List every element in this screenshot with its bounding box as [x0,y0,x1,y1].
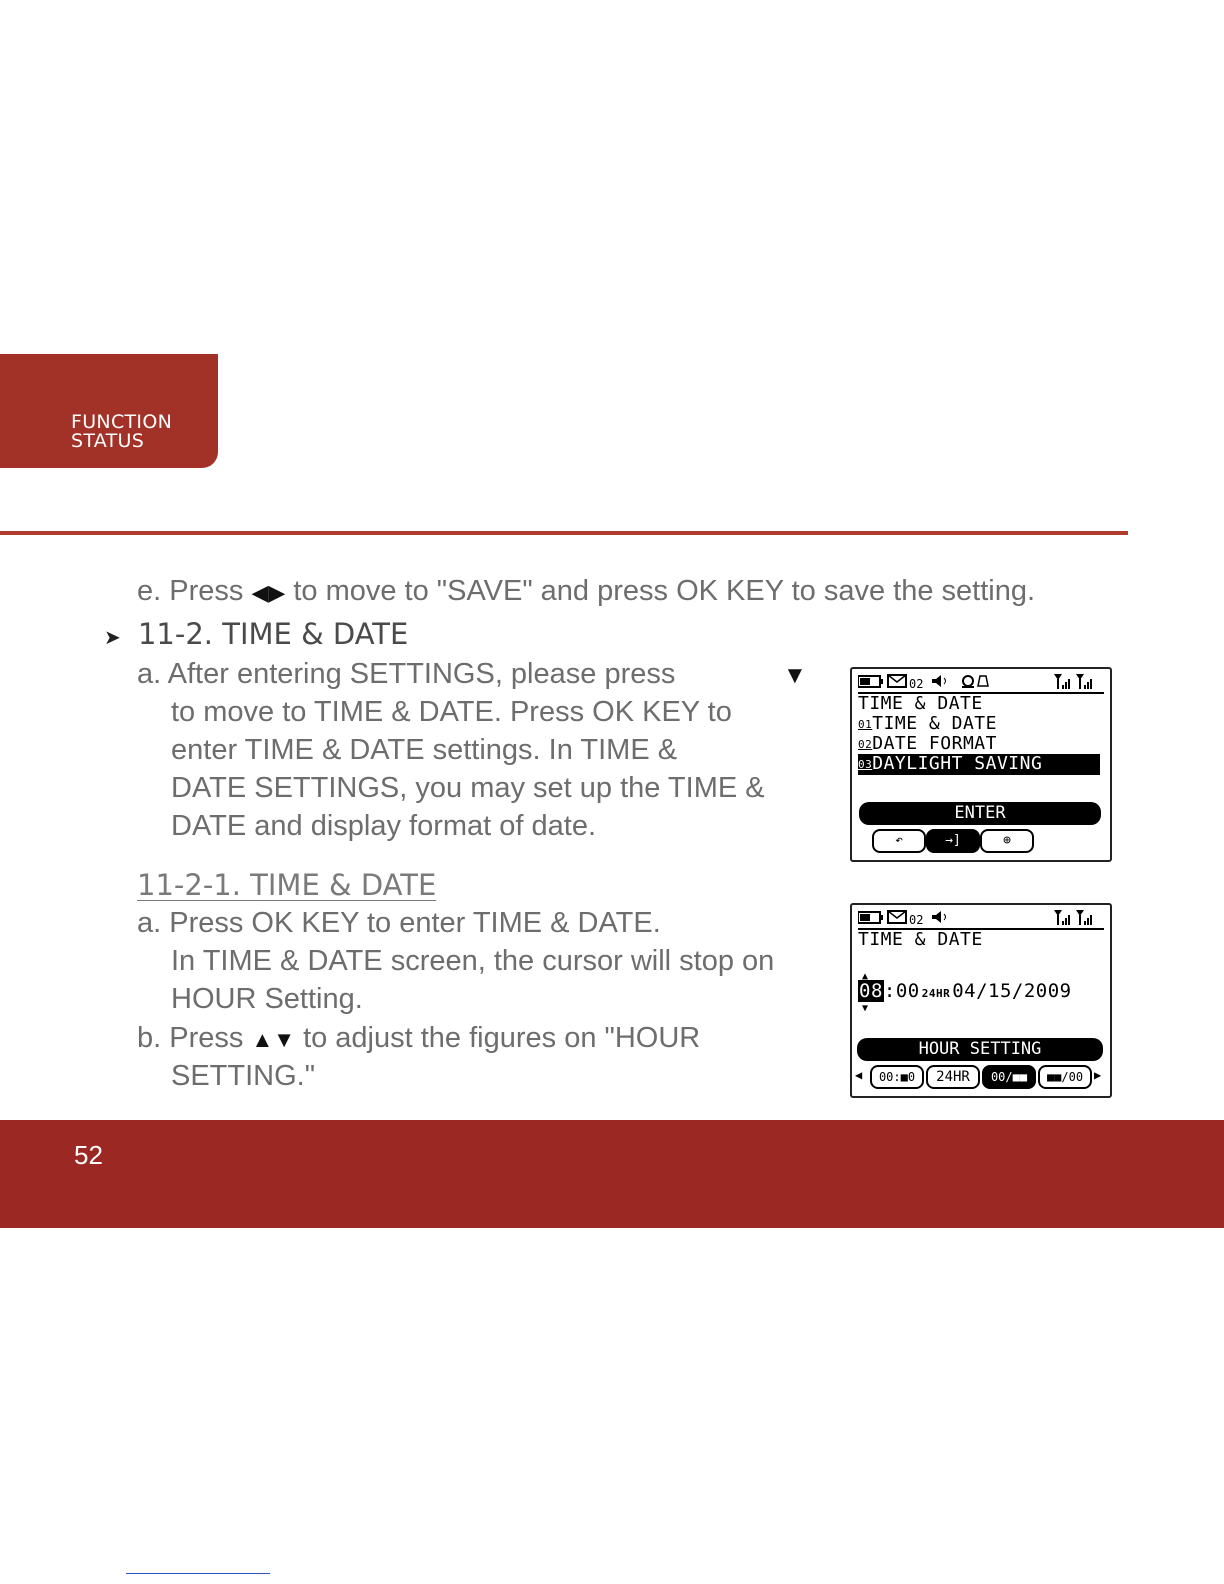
device-screen-menu [850,667,1112,862]
minutes-format-button[interactable]: 00:■0 [870,1065,924,1089]
sub-a-line1: a. Press OK KEY to enter TIME & DATE. [137,907,661,939]
sub-b-line2: SETTING." [171,1060,316,1092]
footer-bar [0,1120,1224,1228]
up-arrow-icon: ▲ [862,971,869,982]
date-field: 04/15/2009 [952,980,1072,1002]
scroll-left-icon[interactable]: ◀ [855,1068,863,1082]
section-tab-label: FUNCTION STATUS [71,411,173,452]
msg-count: 02 [909,677,924,690]
sub-a-line3: HOUR Setting. [171,983,363,1015]
signal-icon [1054,910,1092,925]
back-button[interactable]: ↶ [872,829,926,853]
down-arrow-icon: ▼ [783,662,807,689]
sub-a-line2: In TIME & DATE screen, the cursor will stop on [171,945,775,977]
hour-setting-bar: HOUR SETTING [857,1038,1103,1061]
status-icons [858,672,1104,690]
battery-icon [858,676,883,687]
msg-count: 02 [909,913,924,926]
left-right-arrows-icon: ◀▶ [251,580,286,605]
subsection-heading: 11-2-1. TIME & DATE [137,868,437,902]
sub-b-line1: b. Press ▲▼ to adjust the figures on "HOUR [137,1022,701,1054]
page-number: 52 [74,1140,103,1170]
footnote-line [126,1573,270,1574]
up-down-arrows-icon: ▲▼ [251,1027,295,1052]
screen-title: TIME & DATE [858,929,983,950]
battery-icon [858,912,883,923]
date-format-button-1[interactable]: 00/■■ [982,1065,1036,1089]
hour-mode: 24HR [921,987,951,1000]
step-e: e. Press ◀▶ to move to "SAVE" and press OK KEY to save the setting. [137,575,1036,607]
para-a-line4: DATE SETTINGS, you may set up the TIME & [171,772,765,804]
para-a-line5: DATE and display format of date. [171,810,597,842]
para-a-line1: a. After entering SETTINGS, please press [137,658,676,690]
section-heading: ➤ 11-2. TIME & DATE [104,617,409,651]
para-a-line3: enter TIME & DATE settings. In TIME & [171,734,678,766]
status-bar [858,672,1104,694]
envelope-icon [888,911,906,923]
menu-item-date-format[interactable]: 02DATE FORMAT [858,733,997,754]
speaker-icon [932,911,946,923]
signal-icon [1054,674,1092,689]
date-format-button-2[interactable]: ■■/00 [1038,1065,1092,1089]
menu-item-daylight-saving[interactable]: 03DAYLIGHT SAVING [858,754,1100,775]
scroll-right-icon[interactable]: ▶ [1094,1068,1102,1082]
down-arrow-icon: ▼ [862,1003,869,1014]
screen-title: TIME & DATE [858,693,983,714]
speaker-icon [932,675,946,687]
arrow-bullet-icon: ➤ [104,625,121,649]
search-button[interactable]: ⊕ [980,829,1034,853]
status-bar [858,908,1104,930]
device-screen-time-date [850,903,1112,1098]
para-a-line2: to move to TIME & DATE. Press OK KEY to [171,696,732,728]
alarm-icon [962,676,988,688]
menu-item-time-date[interactable]: 01TIME & DATE [858,713,997,734]
enter-button[interactable]: →] [926,829,980,853]
time-date-readout [858,971,1072,1014]
hour-field[interactable]: ▲ 08 ▼ [858,981,884,1001]
enter-action-bar[interactable]: ENTER [859,802,1101,825]
header-rule [0,531,1128,535]
envelope-icon [888,675,906,687]
24hr-button[interactable]: 24HR [926,1065,980,1089]
status-icons [858,908,1104,926]
minutes-field: :00 [883,980,920,1002]
